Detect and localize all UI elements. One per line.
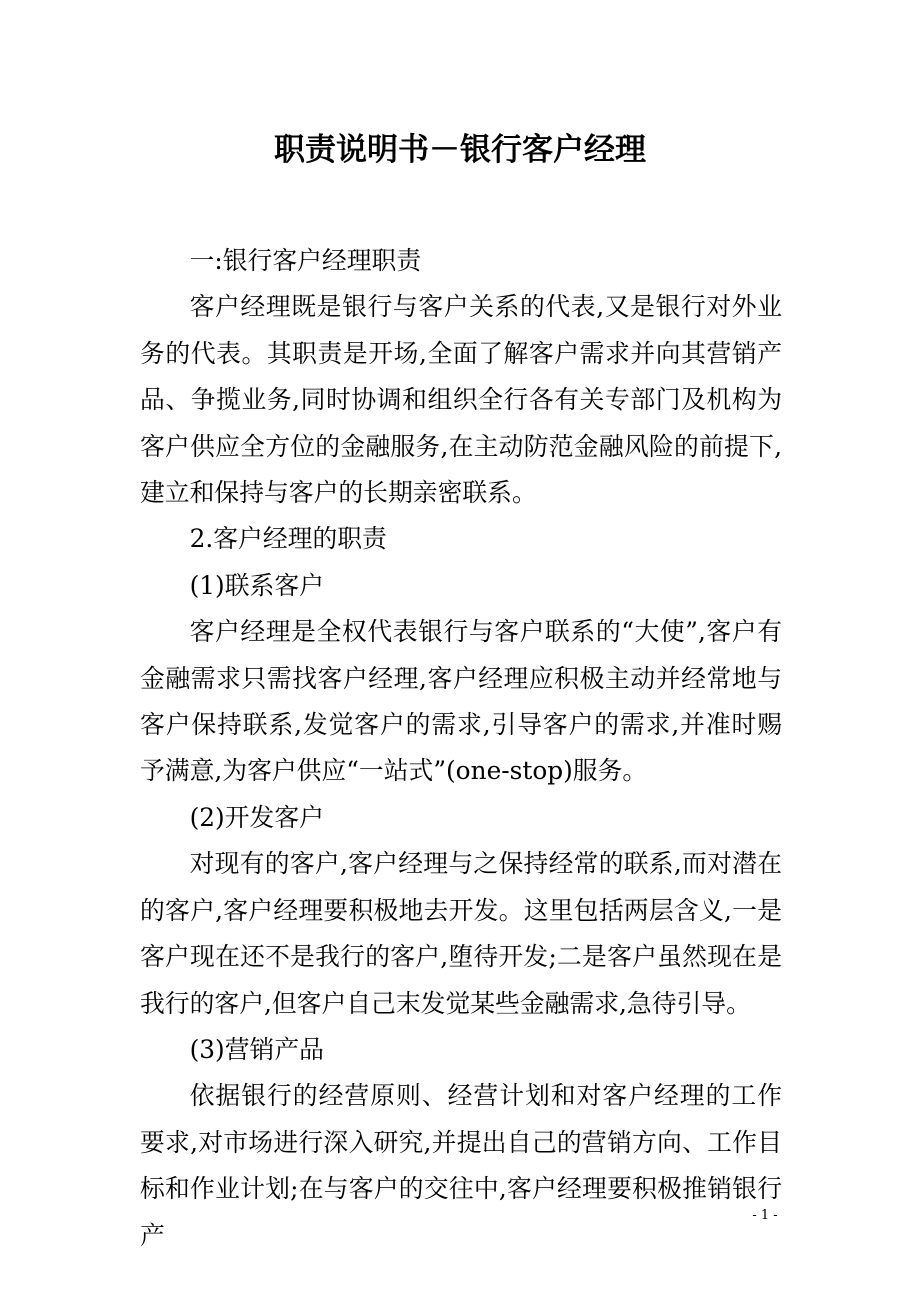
- subsection-heading: (2)开发客户: [189, 802, 324, 832]
- subsection-heading: (3)营销产品: [189, 1034, 324, 1064]
- section-heading: 2.客户经理的职责: [189, 524, 387, 554]
- page-number: - 1 -: [752, 1208, 778, 1223]
- subsection-heading: (1)联系客户: [189, 570, 324, 600]
- paragraph: 对现有的客户,客户经理与之保持经常的联系,而对潜在的客户,客户经理要积极地去开发。这里包括两层含义,一是客户现在还不是我行的客户,堕待开发;二是客户虽然现在是我行的客户,但客户自己末发觉某些金融需求,急待引导。: [140, 849, 782, 1018]
- section-heading: 一:银行客户经理职责: [189, 246, 422, 275]
- paragraph: 客户经理既是银行与客户关系的代表,又是银行对外业务的代表。其职责是开场,全面了解客户需求并向其营销产品、争揽业务,同时协调和组织全行各有关专部门及机构为客户供应全方位的金融服务,在主动防范金融风险的前提下,建立和保持与客户的长期亲密联系。: [140, 292, 782, 508]
- document-body: [140, 238, 782, 1259]
- document-title: 职责说明书－银行客户经理: [274, 132, 646, 168]
- paragraph: 客户经理是全权代表银行与客户联系的“大使”,客户有金融需求只需找客户经理,客户经理应积极主动并经常地与客户保持联系,发觉客户的需求,引导客户的需求,并准时赐予满意,为客户供应“一站式”(one-stop)服务。: [140, 617, 782, 786]
- paragraph: 依据银行的经营原则、经营计划和对客户经理的工作要求,对市场进行深入研究,并提出自己的营销方向、工作目标和作业计划;在与客户的交往中,客户经理要积极推销银行产: [140, 1081, 782, 1250]
